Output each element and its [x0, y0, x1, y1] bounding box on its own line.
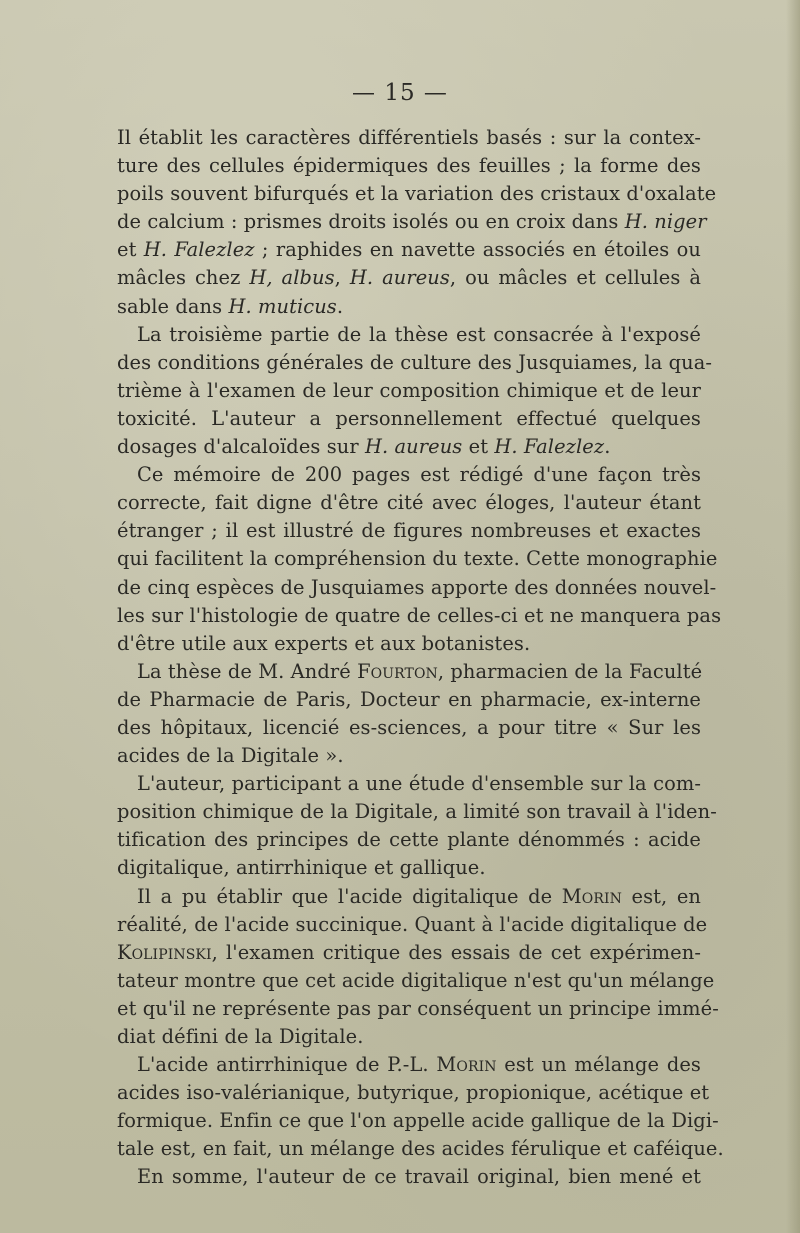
- text-line: qui facilitent la compréhension du texte. Cette monographie: [117, 547, 718, 571]
- text-line: acides iso-valérianique, butyrique, propionique, acétique et: [117, 1081, 710, 1105]
- page-edge-shadow: [786, 0, 800, 1233]
- text-line: sable dans H. muticus.: [117, 294, 344, 318]
- text-line: tification des principes de cette plante dénommés : acide: [117, 828, 701, 852]
- text-line: réalité, de l'acide succinique. Quant à l'acide digitalique de: [117, 912, 708, 936]
- page-number: — 15 —: [352, 80, 448, 106]
- text-line: de cinq espèces de Jusquiames apporte des données nouvel-: [117, 575, 717, 599]
- text-line: Ce mémoire de 200 pages est rédigé d'une façon très: [137, 463, 701, 487]
- text-line: formique. Enfin ce que l'on appelle acide gallique de la Digi-: [117, 1109, 719, 1133]
- text-line: Il a pu établir que l'acide digitalique de Morin est, en: [137, 884, 701, 908]
- text-line: digitalique, antirrhinique et gallique.: [117, 856, 486, 880]
- text-line: Il établit les caractères différentiels basés : sur la contex-: [117, 126, 701, 149]
- text-line: En somme, l'auteur de ce travail original, bien mené et: [137, 1165, 701, 1189]
- text-line: trième à l'examen de leur composition chimique et de leur: [117, 378, 701, 402]
- text-line: correcte, fait digne d'être cité avec éloges, l'auteur étant: [117, 491, 701, 515]
- text-line: Kolipinski, l'examen critique des essais de cet expérimen-: [117, 940, 701, 964]
- text-line: tale est, en fait, un mélange des acides férulique et caféique.: [117, 1137, 724, 1161]
- text-line: d'être utile aux experts et aux botanistes.: [117, 631, 531, 655]
- text-line: poils souvent bifurqués et la variation des cristaux d'oxalate: [117, 182, 717, 206]
- text-line: de Pharmacie de Paris, Docteur en pharmacie, ex-interne: [117, 687, 701, 711]
- text-line: toxicité. L'auteur a personnellement effectué quelques: [117, 406, 701, 430]
- body-text: [117, 124, 724, 1192]
- text-line: et H. Falezlez ; raphides en navette associés en étoiles ou: [117, 238, 702, 262]
- text-line: L'acide antirrhinique de P.-L. Morin est un mélange des: [137, 1053, 701, 1077]
- text-line: ture des cellules épidermiques des feuilles ; la forme des: [117, 154, 701, 178]
- text-line: étranger ; il est illustré de figures nombreuses et exactes: [117, 519, 701, 543]
- text-line: La thèse de M. André Fourton, pharmacien de la Faculté: [137, 659, 703, 683]
- text-line: dosages d'alcaloïdes sur H. aureus et H. Falezlez.: [117, 435, 611, 459]
- text-line: mâcles chez H, albus, H. aureus, ou mâcles et cellules à: [117, 266, 702, 290]
- text-line: des conditions générales de culture des Jusquiames, la qua-: [117, 350, 713, 374]
- text-line: et qu'il ne représente pas par conséquent un principe immé-: [117, 996, 719, 1020]
- text-line: tateur montre que cet acide digitalique n'est qu'un mélange: [117, 968, 715, 992]
- text-line: de calcium : prismes droits isolés ou en croix dans H. niger: [117, 210, 707, 234]
- text-line: des hôpitaux, licencié es-sciences, a pour titre « Sur les: [117, 715, 701, 739]
- text-line: La troisième partie de la thèse est consacrée à l'exposé: [137, 322, 701, 346]
- text-line: diat défini de la Digitale.: [117, 1025, 364, 1048]
- text-line: acides de la Digitale ».: [117, 744, 344, 768]
- text-line: les sur l'histologie de quatre de celles-ci et ne manquera pas: [117, 603, 722, 627]
- text-line: L'auteur, participant a une étude d'ensemble sur la com-: [137, 772, 701, 796]
- text-line: position chimique de la Digitale, a limité son travail à l'iden-: [117, 800, 717, 824]
